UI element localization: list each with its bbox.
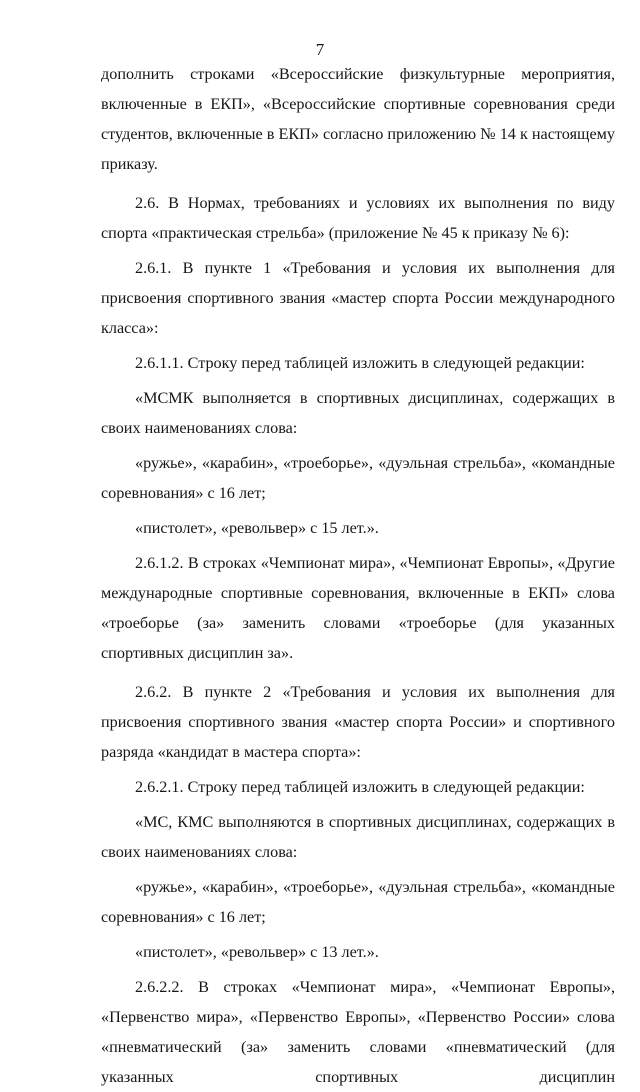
paragraph-p4: 2.6.1.1. Строку перед таблицей изложить в следующей редакции: <box>135 354 585 372</box>
paragraph-p7: «пистолет», «револьвер» с 15 лет.». <box>135 519 379 537</box>
document-body <box>101 59 615 1092</box>
paragraph-p9: 2.6.2. В пункте 2 «Требования и условия их выполнения для присвоения спортивного звания «мастер спорта России» и спортивного разряда «кандидат в мастера спорта»: <box>101 683 615 761</box>
paragraph-p5: «МСМК выполняется в спортивных дисциплинах, содержащих в своих наименованиях слова: <box>101 389 615 437</box>
paragraph-p2: 2.6. В Нормах, требованиях и условиях их выполнения по виду спорта «практическая стрельба» (приложение № 45 к приказу № 6): <box>101 194 615 242</box>
page-number: 7 <box>315 40 325 59</box>
paragraph-p12: «ружье», «карабин», «троеборье», «дуэльная стрельба», «командные соревнования» с 16 лет; <box>101 878 615 926</box>
paragraph-p8: 2.6.1.2. В строках «Чемпионат мира», «Чемпионат Европы», «Другие международные спортивные соревнования, включенные в ЕКП» слова «троеборье (за» заменить словами «троеборье (для указанных спортивных дисциплин за». <box>101 554 615 662</box>
paragraph-p6: «ружье», «карабин», «троеборье», «дуэльная стрельба», «командные соревнования» с 16 лет; <box>101 454 615 502</box>
paragraph-p10: 2.6.2.1. Строку перед таблицей изложить в следующей редакции: <box>135 778 585 796</box>
paragraph-p13: «пистолет», «револьвер» с 13 лет.». <box>135 943 379 961</box>
paragraph-p14: 2.6.2.2. В строках «Чемпионат мира», «Чемпионат Европы», «Первенство мира», «Первенство Европы», «Первенство России» слова «пневматический (за» заменить словами «пневматический (для указанных спортивных дисциплин <box>101 978 615 1086</box>
paragraph-p1: дополнить строками «Всероссийские физкультурные мероприятия, включенные в ЕКП», «Всероссийские спортивные соревнования среди студентов, включенные в ЕКП» согласно приложению № 14 к настоящему приказу. <box>101 65 615 173</box>
paragraph-p3: 2.6.1. В пункте 1 «Требования и условия их выполнения для присвоения спортивного звания «мастер спорта России международного класса»: <box>101 259 615 337</box>
paragraph-p11: «МС, КМС выполняются в спортивных дисциплинах, содержащих в своих наименованиях слова: <box>101 813 615 861</box>
